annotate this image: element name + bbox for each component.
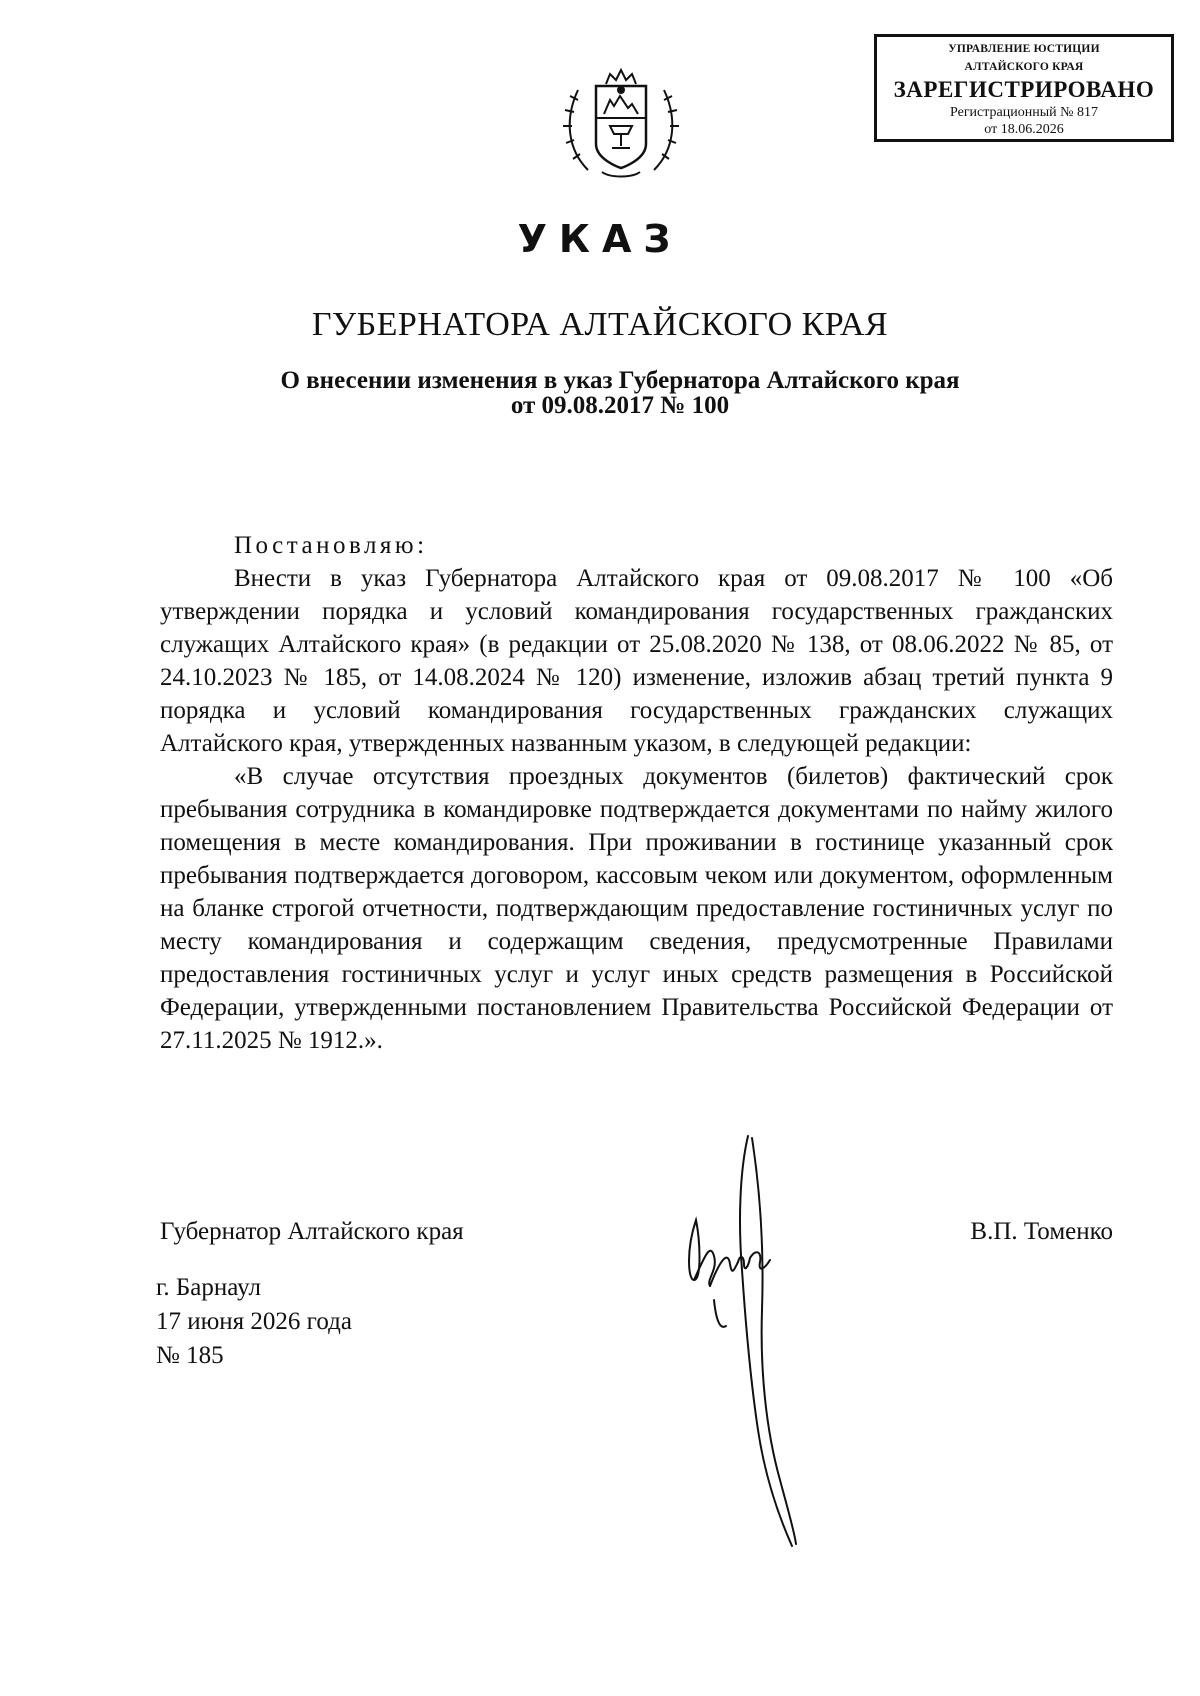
body-paragraph-2: «В случае отсутствия проездных документов (билетов) фактический срок пребывания сотрудника в командировке подтверждается документами по найму жилого помещения в месте командирования. При проживании в гостинице указанный срок пребывания подтверждается договором, кассовым чеком или документом, оформленным на бланке строгой отчетности, подтверждающим предоставление гостиничных услуг по месту командирования и содержащим сведения, предусмотренные Правилами предоставления гостиничных услуг и услуг иных средств размещения в Российской Федерации, утвержденными постановлением Правительства Российской Федерации от 27.11.2025 № 1912.». bbox=[160, 763, 1113, 1054]
stamp-status: ЗАРЕГИСТРИРОВАНО bbox=[893, 77, 1155, 102]
signatory-name: В.П. Томенко bbox=[970, 1218, 1113, 1245]
signatory-title: Губернатор Алтайского края bbox=[160, 1218, 464, 1245]
coat-of-arms-icon bbox=[558, 60, 684, 186]
place-date-number bbox=[156, 1271, 352, 1373]
handwritten-signature-icon bbox=[680, 1130, 850, 1550]
stamp-org-line2: АЛТАЙСКОГО КРАЯ bbox=[964, 61, 1084, 73]
decree-body bbox=[160, 529, 1113, 1057]
issuer-title: ГУБЕРНАТОРА АЛТАЙСКОГО КРАЯ bbox=[311, 306, 889, 343]
issue-city: г. Барнаул bbox=[156, 1274, 261, 1301]
document-type: УКАЗ bbox=[517, 217, 683, 261]
registration-stamp bbox=[874, 34, 1174, 142]
decree-number: № 185 bbox=[156, 1342, 224, 1369]
stamp-org-line1: УПРАВЛЕНИЕ ЮСТИЦИИ bbox=[948, 43, 1100, 55]
stamp-reg-number: Регистрационный № 817 bbox=[950, 105, 1098, 120]
stamp-reg-date: от 18.06.2026 bbox=[984, 122, 1064, 137]
body-paragraph-1: Внести в указ Губернатора Алтайского края от 09.08.2017 № 100 «Об утверждении порядка и условий командирования государственных гражданских служащих Алтайского края» (в редакции от 25.08.2020 № 138, от 08.06.2022 № 85, от 24.10.2023 № 185, от 14.08.2024 № 120) изменение, изложив абзац третий пункта 9 порядка и условий командирования государственных гражданских служащих Алтайского края, утвержденных названным указом, в следующей редакции: bbox=[160, 565, 1113, 757]
decree-subject bbox=[220, 368, 1020, 418]
decree-word: Постановляю: bbox=[234, 532, 428, 559]
subject-line-2: от 09.08.2017 № 100 bbox=[510, 392, 730, 419]
subject-line-1: О внесении изменения в указ Губернатора Алтайского края bbox=[280, 367, 960, 394]
issue-date: 17 июня 2026 года bbox=[156, 1308, 352, 1335]
